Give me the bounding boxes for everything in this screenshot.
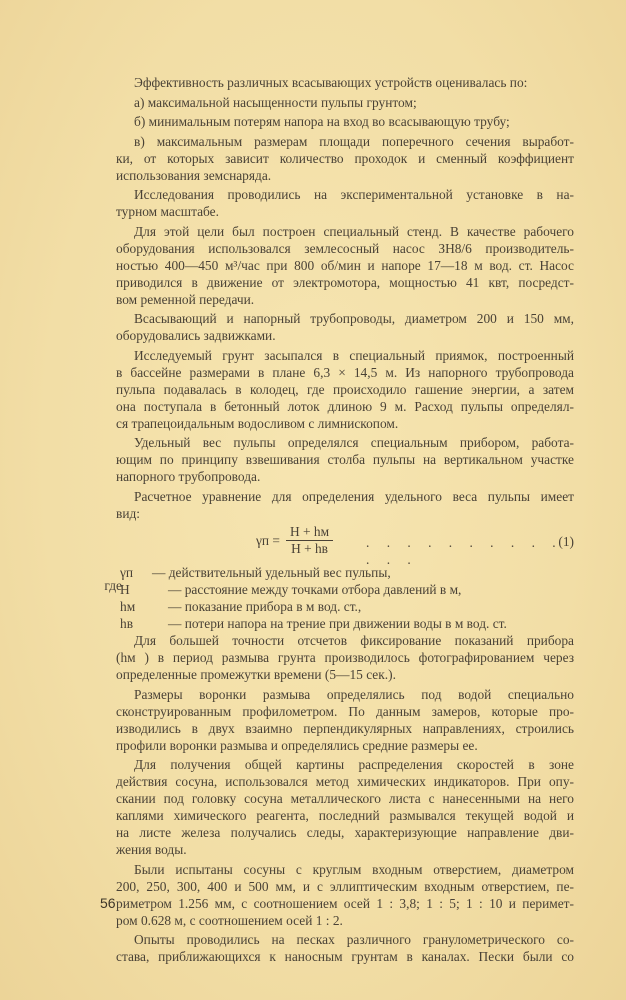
text-line: ющим по принципу взвешивания столба пульпы на вертикальном участке xyxy=(116,452,574,467)
definition-symbol: hв xyxy=(120,616,134,631)
text-line: Удельный вес пульпы определялся специальным прибором, работа- xyxy=(134,435,574,450)
text-line: Для получения общей картины распределения скоростей в зоне xyxy=(134,757,574,772)
text-line: ностью 400—450 м³/час при 800 об/мин и напоре 17—18 м вод. ст. Насос xyxy=(116,257,574,273)
text-line: б) минимальным потерям напора на вход во всасывающую трубу; xyxy=(134,114,510,129)
paragraph xyxy=(116,223,574,308)
text-line: 200, 250, 300, 400 и 500 мм, и с эллиптическим входным отверстием, пе- xyxy=(116,878,574,894)
paragraph xyxy=(116,74,574,91)
definition-prefix: где xyxy=(104,578,122,593)
paragraph xyxy=(116,861,574,929)
text-line: ром 0.628 м, с соотношением осей 1 : 2. xyxy=(116,912,343,928)
definition-text: — действительный удельный вес пульпы, xyxy=(152,565,391,580)
paragraph xyxy=(116,686,574,754)
text-line: напорного трубопровода. xyxy=(116,469,261,484)
text-line: Эффективность различных всасывающих устройств оценивалась по: xyxy=(134,75,528,90)
text-line: вом ременной передачи. xyxy=(116,291,255,307)
text-line: (hм ) в период размыва грунта производилось фотографированием через xyxy=(116,650,574,665)
paragraph xyxy=(116,632,574,683)
page-number: 56 xyxy=(100,895,116,911)
definition-line xyxy=(116,581,574,598)
text-line: скании под головку сосуна металлического листа с нанесенными на него xyxy=(116,791,574,806)
text-line: Для большей точности отсчетов фиксирование показаний прибора xyxy=(134,633,574,648)
text-line: Размеры воронки размыва определялись под водой специально xyxy=(134,686,574,702)
text-line: Исследуемый грунт засыпался в специальный приямок, построенный xyxy=(134,347,574,363)
paragraph xyxy=(116,94,574,111)
definition-symbol: H xyxy=(120,582,130,597)
definition-symbol: γп xyxy=(120,565,134,580)
text-line: профили воронки размыва и определялись средние размеры ее. xyxy=(116,737,478,753)
symbol-definitions xyxy=(104,564,574,632)
fraction xyxy=(286,524,333,557)
body-text xyxy=(104,74,574,968)
text-line: Расчетное уравнение для определения удельного веса пульпы имеет xyxy=(134,488,574,504)
definition-text: — расстояние между точками отбора давлений в м, xyxy=(168,582,462,597)
text-line: Опыты проводились на песках различного гранулометрического со- xyxy=(134,932,574,947)
paragraph xyxy=(116,186,574,220)
text-line: в) максимальным размерам площади поперечного сечения выработ- xyxy=(134,133,574,149)
text-line: Для этой цели был построен специальный стенд. В качестве рабочего xyxy=(134,223,574,239)
text-line: в бассейне размерами в плане 6,3 × 14,5 м. Из напорного трубопровода xyxy=(116,364,574,380)
text-line: Всасывающий и напорный трубопроводы, диаметром 200 и 150 мм, xyxy=(134,311,574,326)
text-line: использования земснаряда. xyxy=(116,167,272,183)
text-line: Были испытаны сосуны с круглым входным отверстием, диаметром xyxy=(134,861,574,877)
text-line: ся трапецоидальным водосливом с лимнископом. xyxy=(116,415,399,431)
paragraph xyxy=(116,434,574,485)
definition-line xyxy=(116,598,574,615)
paragraphs-before-formula xyxy=(116,74,574,522)
paragraphs-after-formula xyxy=(116,632,574,965)
text-line: жения воды. xyxy=(116,842,187,857)
equation-number: (1) xyxy=(558,534,574,549)
definition-symbol: hм xyxy=(120,599,136,614)
paragraph xyxy=(116,133,574,184)
paragraph xyxy=(116,310,574,344)
text-line: вид: xyxy=(116,505,141,521)
text-line: става, приближающихся к наносным грунтам в каналах. Пески были со xyxy=(116,949,574,964)
text-line: каплями химического реагента, последний размывался текущей водой и xyxy=(116,808,574,823)
text-line: оборудования использовался землесосный насос ЗН8/6 производитель- xyxy=(116,240,574,256)
text-line: пульпа подавалась в колодец, где происходило гашение энергии, а затем xyxy=(116,381,574,397)
paragraph xyxy=(116,347,574,432)
text-line: она поступала в бетонный лоток длиною 9 м. Расход пульпы определял- xyxy=(116,398,574,414)
definition-text: — потери напора на трение при движении воды в м вод. ст. xyxy=(168,616,507,631)
text-line: Исследования проводились на экспериментальной установке в на- xyxy=(134,187,574,202)
leader-dots: . . . . . . . . . . . . . xyxy=(366,535,563,567)
fraction-denominator: H + hв xyxy=(291,541,328,556)
paragraph xyxy=(116,488,574,522)
paragraph xyxy=(116,113,574,130)
paragraph xyxy=(116,756,574,858)
text-line: турном масштабе. xyxy=(116,204,219,219)
text-line: риметром 1.256 мм, с соотношением осей 1 : 3,8; 1 : 5; 1 : 10 и перимет- xyxy=(116,895,574,911)
text-line: а) максимальной насыщенности пульпы грунтом; xyxy=(134,94,417,110)
text-line: действия сосуна, использовался метод химических индикаторов. При опу- xyxy=(116,774,574,789)
paragraph xyxy=(116,931,574,965)
definition-text: — показание прибора в м вод. ст., xyxy=(168,599,362,614)
formula-lhs: γп = xyxy=(256,533,280,548)
text-line: приводился в движение от электромотора, мощностью 41 квт, посредст- xyxy=(116,274,574,290)
definition-line xyxy=(116,615,574,632)
text-line: оборудовались задвижками. xyxy=(116,328,276,343)
text-line: определенные промежутки времени (5—15 сек.). xyxy=(116,667,396,682)
text-line: ки, от которых зависит количество проходок и сменный коэффициент xyxy=(116,150,574,166)
text-line: изводились в двух взаимно перпендикулярных направлениях, строились xyxy=(116,720,574,736)
fraction-numerator: H + hм xyxy=(286,524,333,541)
text-line: на листе железа получались следы, характеризующие направление дви- xyxy=(116,825,574,840)
text-line: сконструированным профилометром. По данным замеров, которые про- xyxy=(116,703,574,719)
equation-1 xyxy=(116,524,574,567)
